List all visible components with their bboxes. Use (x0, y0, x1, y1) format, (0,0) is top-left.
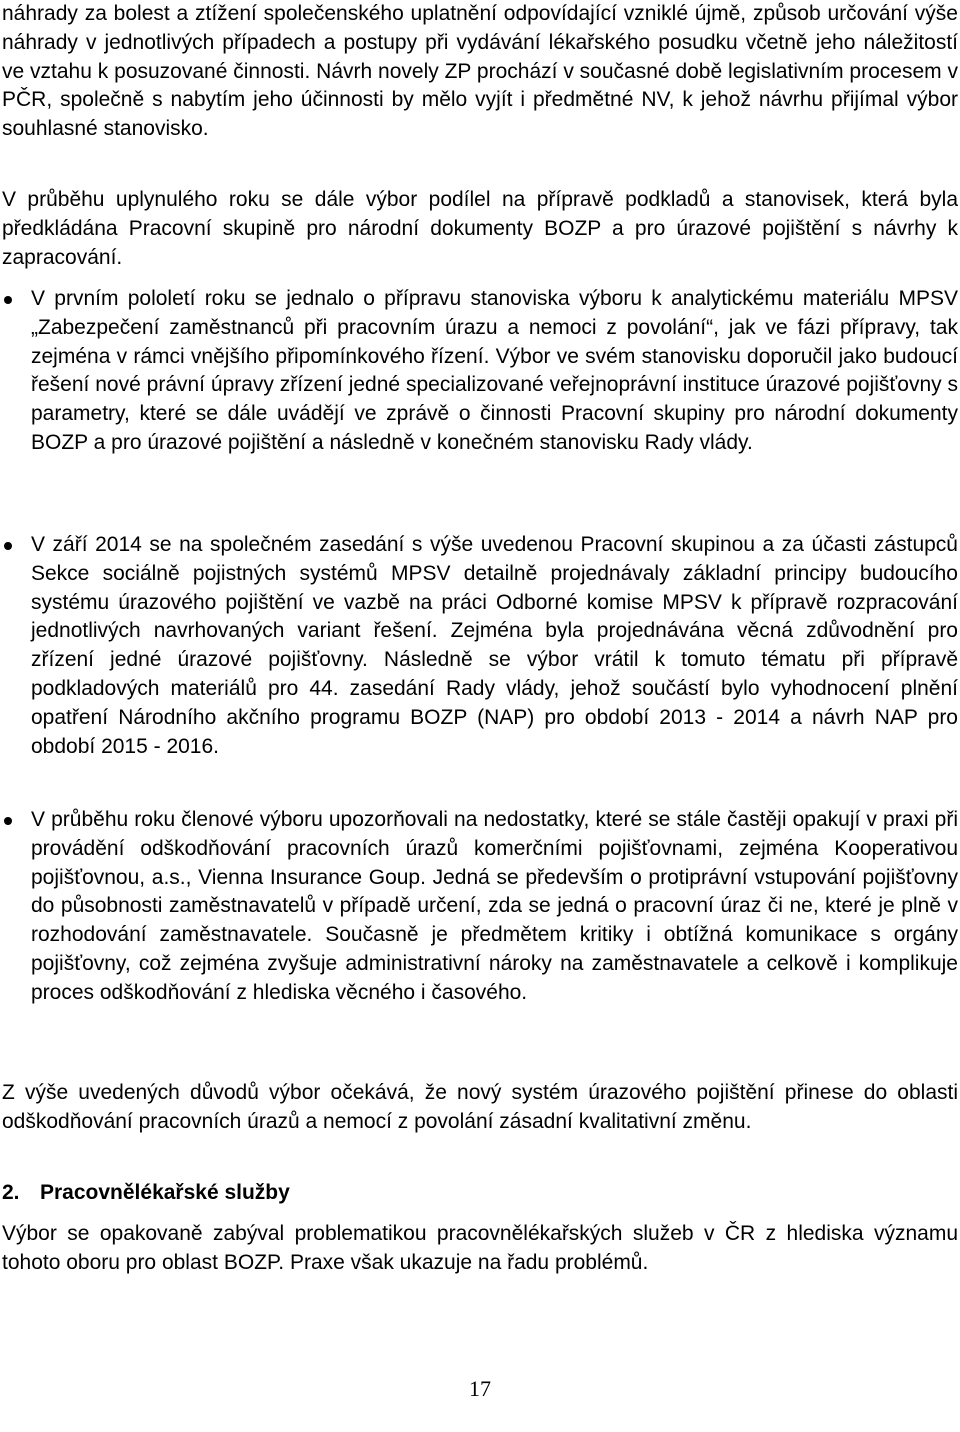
list-item (0, 806, 958, 1008)
list-item (0, 531, 958, 761)
bullet-icon (4, 296, 12, 304)
bullet-list-first (0, 285, 960, 458)
page-number: 17 (469, 1376, 491, 1401)
list-item-text: V prvním pololetí roku se jednalo o přípravu stanoviska výboru k analytickému materiálu MPSV „Zabezpečení zaměstnanců při pracovním úrazu a nemoci z povolání“, jak ve fázi přípravy, tak zejména v rámci vnějšího připomínkového řízení. Výbor ve svém stanovisku doporučil jako budoucí řešení nové právní úpravy zřízení jedné specializované veřejnoprávní instituce úrazové pojišťovny s parametry, které se dále uvádějí ve zprávě o činnosti Pracovní skupiny pro národní dokumenty BOZP a pro úrazové pojištění a následně v konečném stanovisku Rady vlády. (31, 287, 958, 454)
paragraph-occupational-health: Výbor se opakovaně zabýval problematikou pracovnělékařských služeb v ČR z hlediska významu tohoto oboru pro oblast BOZP. Praxe však ukazuje na řadu problémů. (2, 1222, 958, 1274)
paragraph-preparation: V průběhu uplynulého roku se dále výbor podílel na přípravě podkladů a stanovisek, která byla předkládána Pracovní skupině pro národní dokumenty BOZP a pro úrazové pojištění s návrhy k zapracování. (2, 188, 958, 269)
bullet-list-second (0, 531, 960, 761)
list-item-text: V průběhu roku členové výboru upozorňovali na nedostatky, které se stále častěji opakují v praxi při provádění odškodňování pracovních úrazů komerčními pojišťovnami, zejména Kooperativou pojišťovnou, a.s., Vienna Insurance Goup. Jedná se především o protiprávní vstupování pojišťovny do působnosti zaměstnavatelů v případě určení, zda se jedná o pracovní úraz či ne, které je plně v rozhodování zaměstnavatele. Současně je předmětem kritiky i obtížná komunikace s orgány pojišťovny, což zejména zvyšuje administrativní nároky na zaměstnavatele a celkově i komplikuje proces odškodňování z hlediska věcného i časového. (31, 808, 958, 1004)
bullet-list-third (0, 806, 960, 1008)
paragraph-intro: náhrady za bolest a ztížení společenského uplatnění odpovídající vzniklé újmě, způsob určování výše náhrady v jednotlivých případech a postupy při vydávání lékařského posudku včetně jeho náležitostí ve vztahu k posuzované činnosti. Návrh novely ZP prochází v současné době legislativním procesem v PČR, společně s nabytím jeho účinnosti by mělo vyjít i předmětné NV, k jehož návrhu přijímal výbor souhlasné stanovisko. (2, 2, 958, 141)
section-heading (2, 1179, 290, 1208)
section-number: 2. (2, 1181, 20, 1204)
bullet-icon (4, 817, 12, 825)
list-item (0, 285, 958, 458)
section-title: Pracovnělékařské služby (40, 1181, 290, 1204)
bullet-icon (4, 542, 12, 550)
paragraph-expectation: Z výše uvedených důvodů výbor očekává, že nový systém úrazového pojištění přinese do oblasti odškodňování pracovních úrazů a nemocí z povolání zásadní kvalitativní změnu. (2, 1081, 958, 1133)
list-item-text: V září 2014 se na společném zasedání s výše uvedenou Pracovní skupinou a za účasti zástupců Sekce sociálně pojistných systémů MPSV detailně projednávaly základní principy budoucího systému úrazového pojištění ve vazbě na práci Odborné komise MPSV k přípravě rozpracování jednotlivých navrhovaných variant řešení. Zejména byla projednávána věcná zdůvodnění pro zřízení jedné úrazové pojišťovny. Následně se výbor vrátil k tomuto tématu při přípravě podkladových materiálů pro 44. zasedání Rady vlády, jehož součástí bylo vyhodnocení plnění opatření Národního akčního programu BOZP (NAP) pro období 2013 - 2014 a návrh NAP pro období 2015 - 2016. (31, 533, 958, 758)
